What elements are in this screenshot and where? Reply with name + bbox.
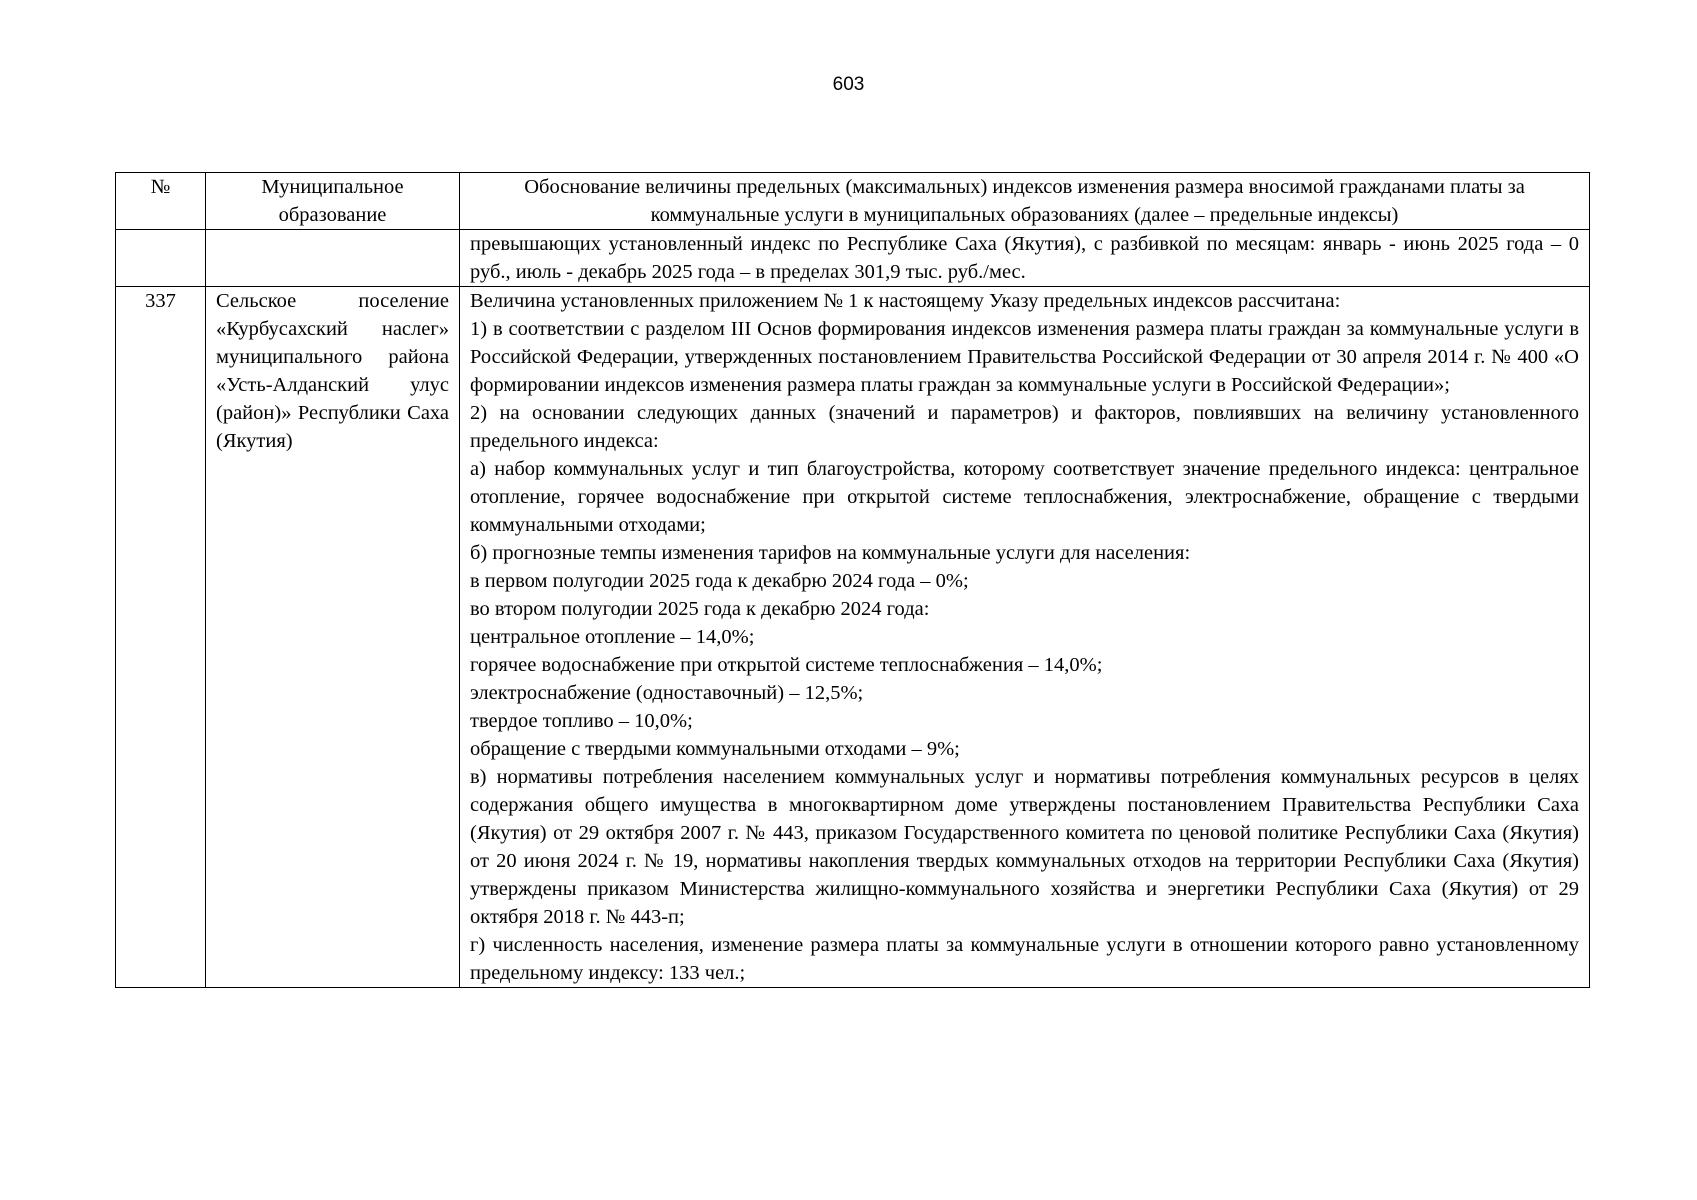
table-row-continuation: [116, 230, 1590, 287]
paragraph: центральное отопление – 14,0%;: [470, 626, 755, 648]
paragraph: а) набор коммунальных услуг и тип благоустройства, которому соответствует значение предельного индекса: центральное отопление, горячее водоснабжение при открытой системе теплоснабжения, электроснабжение, обращение с твердыми коммунальными отходами;: [470, 458, 1579, 536]
continuation-text: превышающих установленный индекс по Республике Саха (Якутия), с разбивкой по месяцам: январь - июнь 2025 года – 0 руб., июль - декабрь 2025 года – в пределах 301,9 тыс. руб./мес.: [460, 230, 1590, 287]
paragraph: в первом полугодии 2025 года к декабрю 2024 года – 0%;: [470, 570, 969, 592]
paragraph: б) прогнозные темпы изменения тарифов на коммунальные услуги для населения:: [470, 542, 1191, 564]
continuation-number-cell: [116, 230, 206, 287]
paragraph: электроснабжение (одноставочный) – 12,5%;: [470, 682, 864, 704]
paragraph: горячее водоснабжение при открытой системе теплоснабжения – 14,0%;: [470, 654, 1103, 676]
paragraph: 1) в соответствии с разделом III Основ формирования индексов изменения размера платы граждан за коммунальные услуги в Российской Федерации, утвержденных постановлением Правительства Российской Федерации от 30 апреля 2014 г. № 400 «О формировании индексов изменения размера платы граждан за коммунальные услуги в Российской Федерации»;: [470, 318, 1579, 396]
header-number: №: [116, 173, 206, 230]
paragraph: обращение с твердыми коммунальными отходами – 9%;: [470, 738, 960, 760]
municipality-name: Сельское поселение «Курбусахский наслег» муниципального района «Усть-Алданский улус (район)» Республики Саха (Якутия): [206, 287, 460, 988]
paragraph: в) нормативы потребления населением коммунальных услуг и нормативы потребления коммунальных ресурсов в целях содержания общего имущества в многоквартирном доме утверждены постановлением Правительства Республики Саха (Якутия) от 29 октября 2007 г. № 443, приказом Государственного комитета по ценовой политике Республики Саха (Якутия) от 20 июня 2024 г. № 19, нормативы накопления твердых коммунальных отходов на территории Республики Саха (Якутия) утверждены приказом Министерства жилищно-коммунального хозяйства и энергетики Республики Саха (Якутия) от 29 октября 2018 г. № 443-п;: [470, 766, 1579, 928]
paragraph: твердое топливо – 10,0%;: [470, 710, 693, 732]
paragraph: 2) на основании следующих данных (значений и параметров) и факторов, повлиявших на величину установленного предельного индекса:: [470, 402, 1579, 452]
row-number: 337: [116, 287, 206, 988]
paragraph: Величина установленных приложением № 1 к настоящему Указу предельных индексов рассчитана:: [470, 290, 1341, 312]
justification-table: [115, 172, 1590, 988]
header-justification: Обоснование величины предельных (максимальных) индексов изменения размера вносимой гражданами платы за коммунальные услуги в муниципальных образованиях (далее – предельные индексы): [460, 173, 1590, 230]
paragraph: во втором полугодии 2025 года к декабрю 2024 года:: [470, 598, 930, 620]
table-header-row: [116, 173, 1590, 230]
table-row-337: [116, 287, 1590, 988]
page-number: 603: [832, 74, 865, 95]
header-municipality: Муниципальное образование: [206, 173, 460, 230]
continuation-municipality-cell: [206, 230, 460, 287]
justification-cell: [460, 287, 1590, 988]
paragraph: г) численность населения, изменение размера платы за коммунальные услуги в отношении которого равно установленному предельному индексу: 133 чел.;: [470, 934, 1579, 984]
